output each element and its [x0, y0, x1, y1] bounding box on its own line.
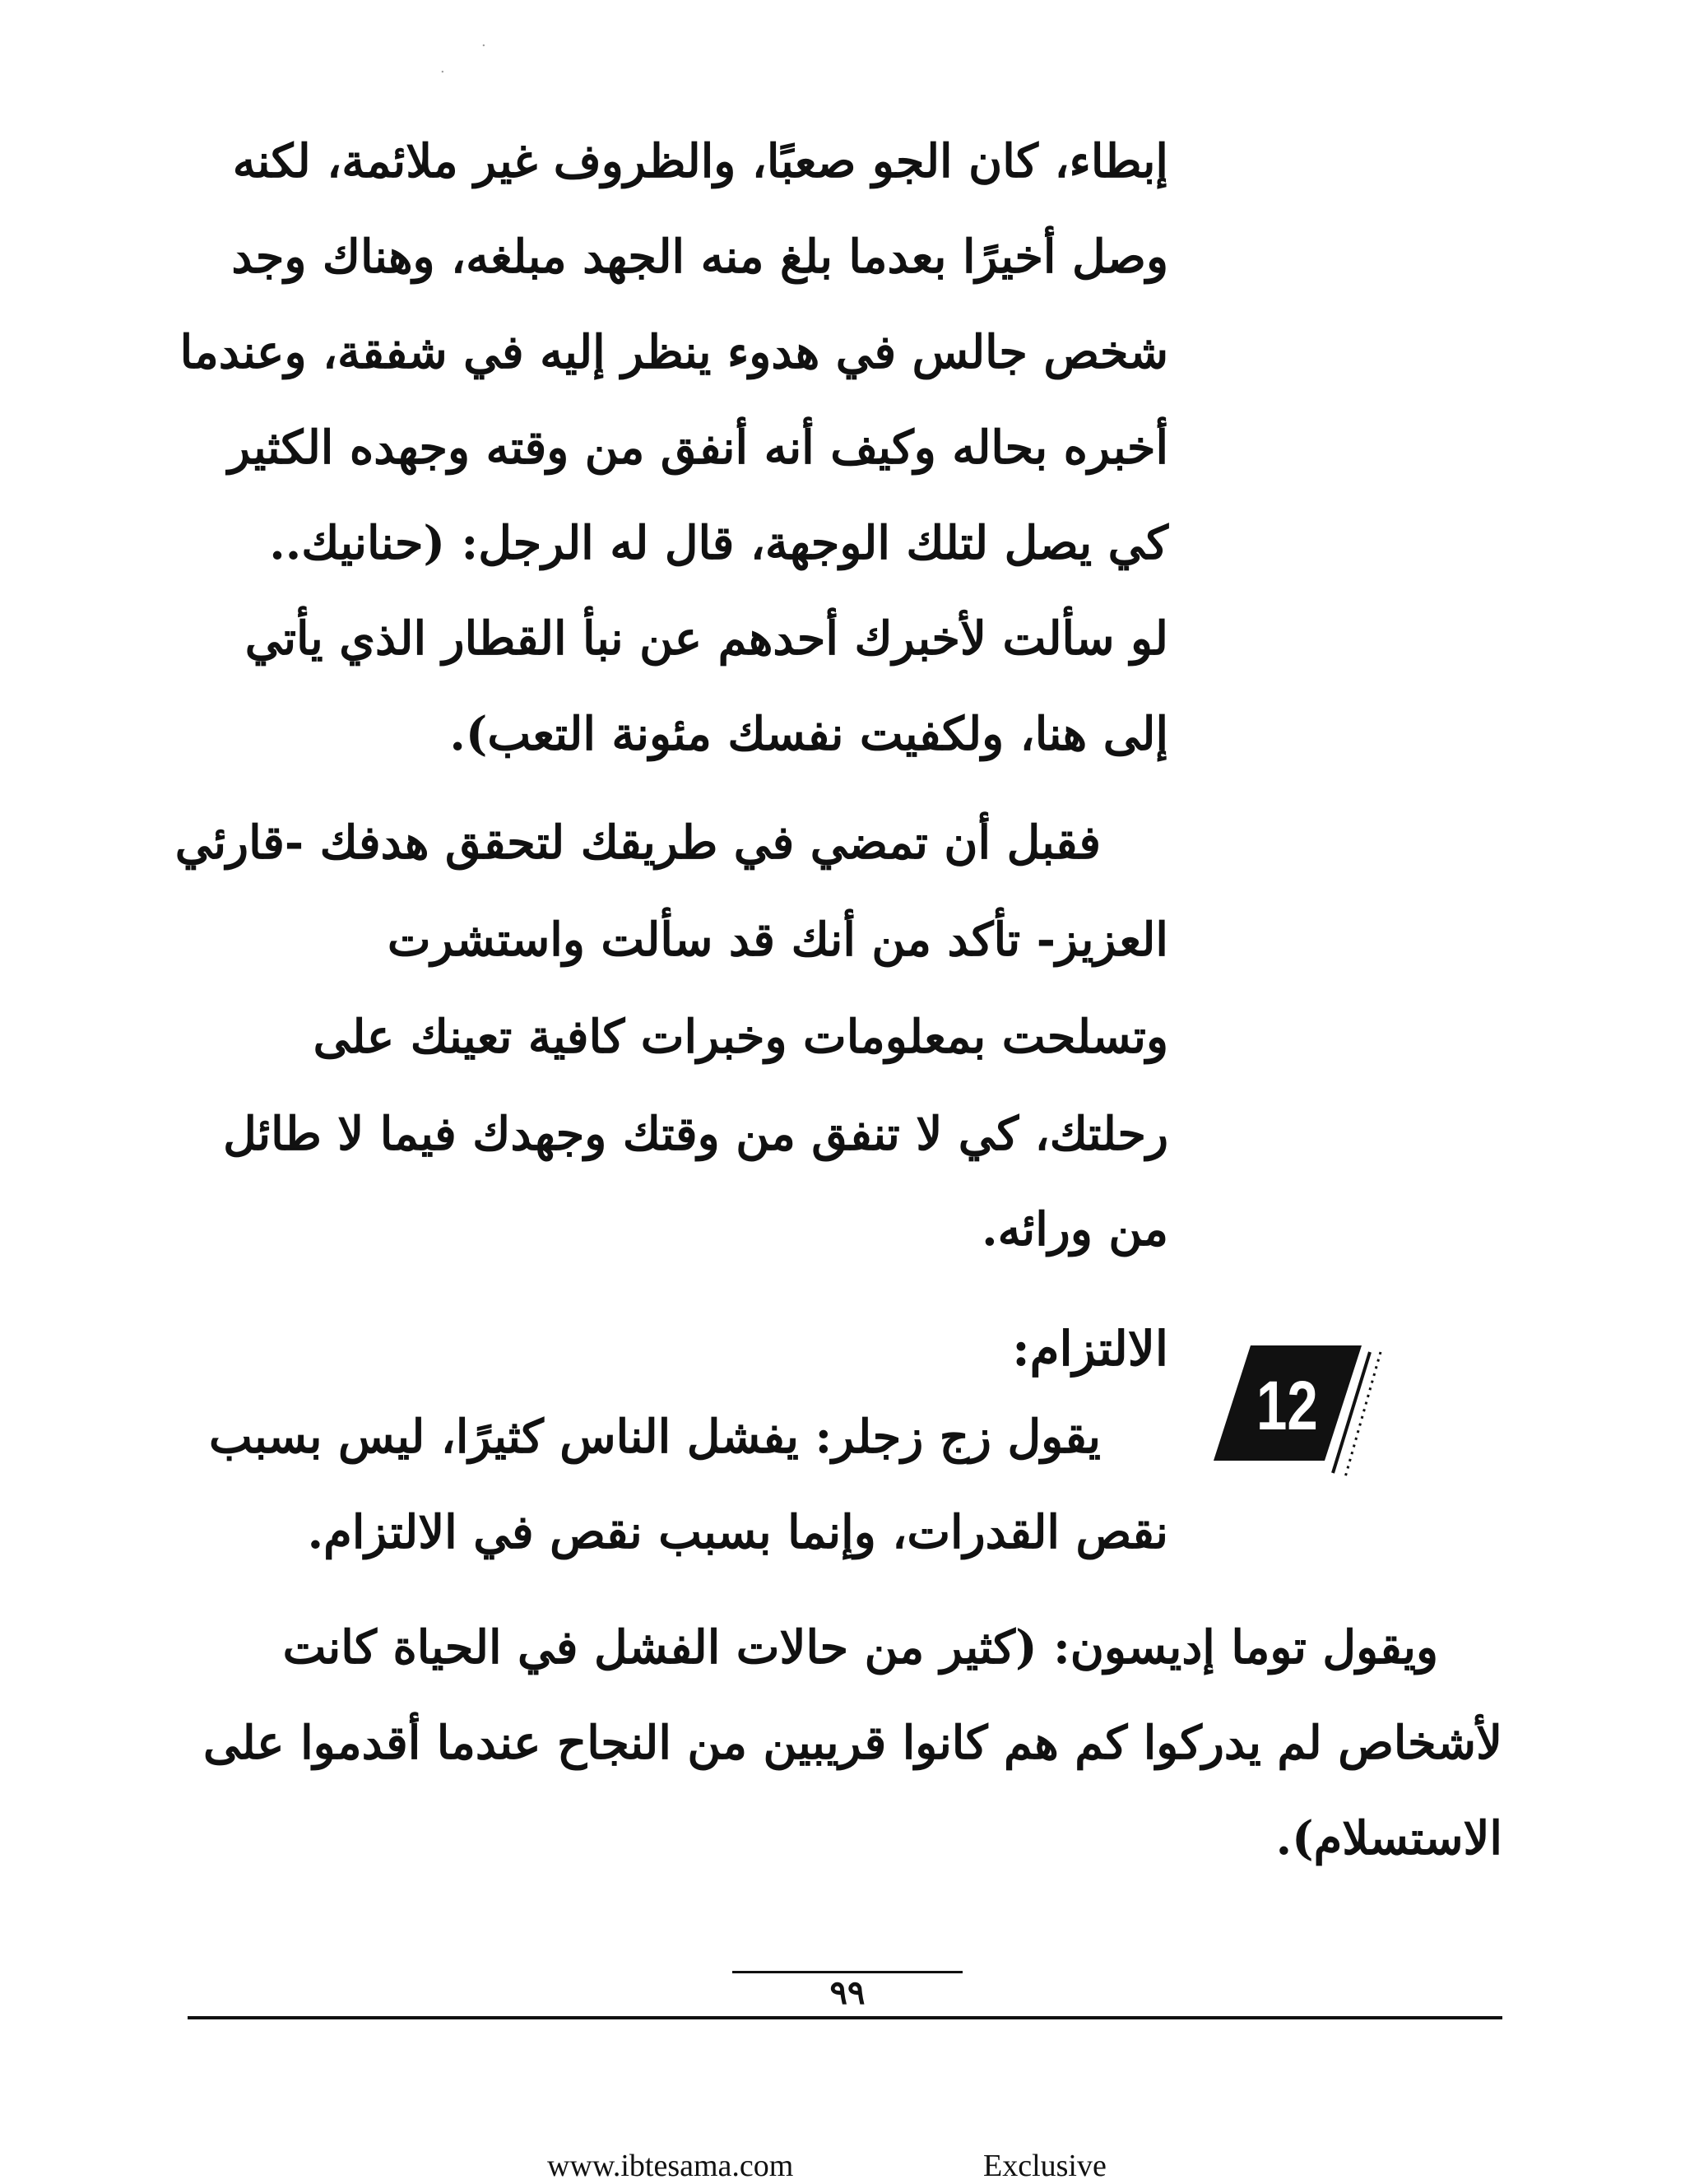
text-line: إبطاء، كان الجو صعبًا، والظروف غير ملائمة، لكنه	[232, 134, 1168, 188]
footer-website: www.ibtesama.com	[547, 2149, 794, 2183]
text-line: نقص القدرات، وإنما بسبب نقص في الالتزام.	[307, 1505, 1168, 1559]
footer-tag: Exclusive	[983, 2149, 1107, 2183]
text-line: الاستسلام).	[1275, 1811, 1502, 1866]
badge-number: 12	[1256, 1367, 1318, 1445]
text-line: العزيز- تأكد من أنك قد سألت واستشرت	[387, 913, 1168, 967]
text-line: وصل أخيرًا بعدما بلغ منه الجهد مبلغه، وهناك وجد	[231, 230, 1168, 284]
text-line: يقول زج زجلر: يفشل الناس كثيرًا، ليس بسبب	[209, 1410, 1101, 1464]
text-line: أخبره بحاله وكيف أنه أنفق من وقته وجهده الكثير	[228, 421, 1168, 475]
section-number-badge	[1209, 1337, 1399, 1481]
text-line: ويقول توما إديسون: (كثير من حالات الفشل في الحياة كانت	[282, 1620, 1438, 1675]
text-line: لأشخاص لم يدركوا كم هم كانوا قريبين من النجاح عندما أقدموا على	[202, 1716, 1502, 1770]
scan-speck: .	[481, 33, 486, 50]
text-line: وتسلحت بمعلومات وخبرات كافية تعينك على	[313, 1010, 1168, 1064]
text-line: شخص جالس في هدوء ينظر إليه في شفقة، وعندما	[179, 325, 1168, 379]
text-line: لو سألت لأخبرك أحدهم عن نبأ القطار الذي يأتي	[244, 611, 1168, 666]
text-line: من ورائه.	[982, 1202, 1168, 1257]
text-line: فقبل أن تمضي في طريقك لتحقق هدفك -قارئي	[174, 816, 1101, 870]
text-line: كي يصل لتلك الوجهة، قال له الرجل: (حنانيك..	[269, 516, 1168, 570]
badge-graphic	[1209, 1337, 1399, 1481]
scan-speck: .	[440, 59, 445, 77]
page-number: ٩٩	[829, 1973, 866, 2012]
section-heading: الالتزام:	[1012, 1321, 1168, 1377]
text-line: رحلتك، كي لا تنفق من وقتك وجهدك فيما لا طائل	[223, 1107, 1168, 1161]
text-line: إلى هنا، ولكفيت نفسك مئونة التعب).	[449, 707, 1168, 761]
footer-rule	[188, 2016, 1502, 2019]
